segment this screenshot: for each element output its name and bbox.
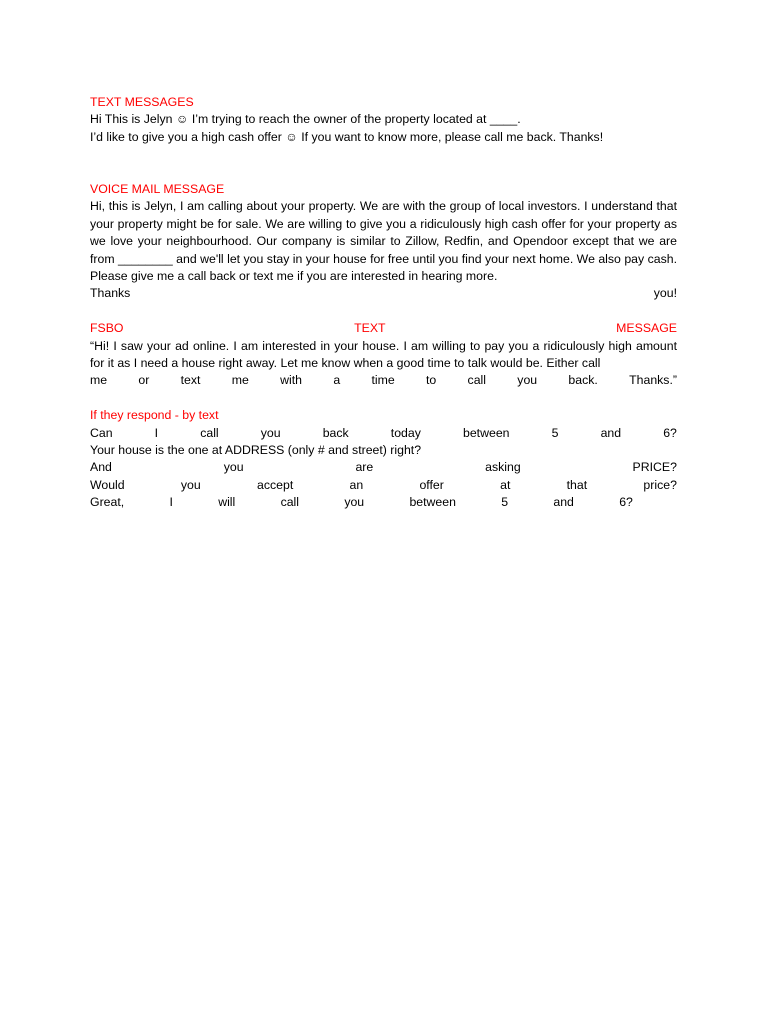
word: 6? xyxy=(663,425,677,440)
word: between xyxy=(409,495,456,510)
word: call xyxy=(200,425,219,440)
word: to xyxy=(425,373,437,388)
text-message-line-1: Hi This is Jelyn ☺ I’m trying to reach the owner of the property located at ____. xyxy=(90,112,521,127)
word: you xyxy=(223,460,244,475)
word: 5 xyxy=(501,495,509,510)
word: call xyxy=(467,373,486,388)
word: today xyxy=(390,425,421,440)
word: and xyxy=(600,425,622,440)
voice-mail-body: Hi, this is Jelyn, I am calling about your property. We are with the group of local investors. I understand that your property might be for sale. We are willing to give you a ridiculously high cash offer for your property as we love your neighbourhood. Our company is similar to Zillow, Redfin, and Opendoor except that we are from ________ and we'll let you stay in your house for free until you find your next home. We also pay cash. Please give me a call back or text me if you are interested in hearing more. xyxy=(90,199,677,284)
word: I xyxy=(154,425,159,440)
word: a xyxy=(333,373,341,388)
respond-line-3 xyxy=(90,459,677,476)
word: you! xyxy=(653,286,677,301)
document-page xyxy=(90,94,677,512)
respond-line-4 xyxy=(90,477,677,494)
word: Thanks xyxy=(90,286,131,301)
word: back. xyxy=(568,373,598,388)
word: me xyxy=(90,373,108,388)
word: between xyxy=(463,425,510,440)
word: call xyxy=(280,495,300,510)
word: you xyxy=(180,477,201,492)
word: Would xyxy=(90,477,125,492)
word: accept xyxy=(257,477,294,492)
word: will xyxy=(218,495,236,510)
word: price? xyxy=(643,477,677,492)
word: 5 xyxy=(551,425,559,440)
fsbo-heading xyxy=(90,320,677,337)
fsbo-last-line xyxy=(90,372,677,389)
word: you xyxy=(344,495,365,510)
respond-line-1 xyxy=(90,425,677,442)
word: with xyxy=(280,373,303,388)
spacer xyxy=(90,303,677,320)
word: I xyxy=(169,495,173,510)
word: FSBO xyxy=(90,321,124,336)
word: TEXT xyxy=(354,321,386,336)
word: are xyxy=(355,460,374,475)
word: you xyxy=(260,425,281,440)
respond-line-2: Your house is the one at ADDRESS (only # and street) right? xyxy=(90,443,422,458)
word: Thanks.” xyxy=(629,373,677,388)
respond-line-5 xyxy=(90,494,633,511)
word: text xyxy=(180,373,201,388)
word: offer xyxy=(419,477,444,492)
word: or xyxy=(138,373,150,388)
word: time xyxy=(371,373,395,388)
word: back xyxy=(322,425,349,440)
word: MESSAGE xyxy=(616,321,677,336)
fsbo-body: “Hi! I saw your ad online. I am interested in your house. I am willing to pay you a ridiculously high amount for it as I need a house right away. Let me know when a good time to talk would be. Either call xyxy=(90,338,677,371)
voice-mail-last-line xyxy=(90,285,677,302)
spacer xyxy=(90,390,677,407)
spacer xyxy=(90,146,677,181)
text-messages-heading: TEXT MESSAGES xyxy=(90,95,194,109)
respond-heading: If they respond - by text xyxy=(90,408,219,423)
word: that xyxy=(566,477,588,492)
word: And xyxy=(90,460,112,475)
word: PRICE? xyxy=(632,460,677,475)
word: and xyxy=(553,495,574,510)
voice-mail-heading: VOICE MAIL MESSAGE xyxy=(90,182,225,197)
word: you xyxy=(517,373,538,388)
word: Can xyxy=(90,425,113,440)
word: 6? xyxy=(619,495,633,510)
word: asking xyxy=(485,460,521,475)
word: Great, xyxy=(90,495,125,510)
word: an xyxy=(349,477,364,492)
text-message-line-2: I’d like to give you a high cash offer ☺ If you want to know more, please call me back. Thanks! xyxy=(90,129,604,144)
word: me xyxy=(231,373,249,388)
word: at xyxy=(500,477,511,492)
